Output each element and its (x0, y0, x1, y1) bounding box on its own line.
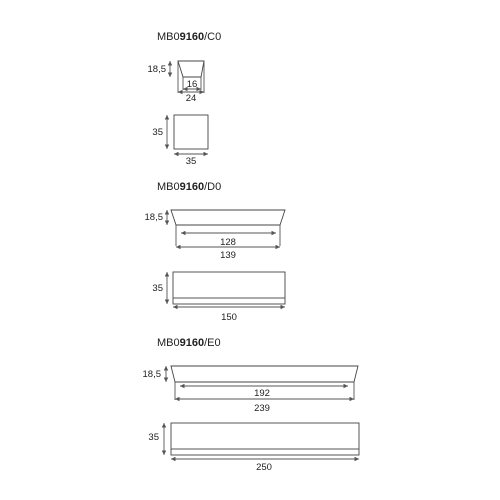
depth-dimension-e0: 35 (148, 432, 159, 443)
handle-top-view-c0 (174, 115, 208, 149)
height-dimension-d0: 18,5 (144, 212, 163, 223)
length-dimension-d0: 150 (221, 312, 237, 323)
side-view-e0 (143, 366, 359, 414)
height-dimension-e0: 18,5 (142, 369, 161, 380)
outer-width-dimension-e0: 239 (254, 403, 270, 414)
side-view-c0 (148, 61, 205, 104)
handle-top-view-e0 (171, 423, 359, 455)
handle-side-profile-d0 (171, 210, 285, 225)
product-e0 (143, 337, 360, 473)
product-c0 (148, 31, 222, 167)
handle-side-profile-c0 (178, 61, 204, 77)
product-code-c0: MB09160/C0 (157, 31, 222, 43)
depth-dimension-c0: 35 (152, 127, 163, 138)
top-view-d0 (152, 272, 285, 323)
length-dimension-c0: 35 (185, 156, 197, 167)
handle-side-profile-e0 (171, 366, 358, 382)
inner-width-dimension-c0: 16 (186, 79, 198, 90)
product-code-d0: MB09160/D0 (157, 181, 222, 193)
depth-dimension-d0: 35 (152, 283, 163, 294)
length-dimension-e0: 250 (256, 462, 272, 473)
product-d0 (145, 181, 286, 323)
side-view-d0 (145, 210, 286, 261)
top-view-e0 (148, 423, 359, 473)
top-view-c0 (152, 115, 208, 167)
handle-top-view-d0 (173, 272, 285, 304)
product-code-e0: MB09160/E0 (157, 337, 221, 349)
inner-width-dimension-e0: 192 (254, 388, 270, 399)
height-dimension-c0: 18,5 (147, 64, 166, 75)
inner-width-dimension-d0: 128 (220, 237, 236, 248)
outer-width-dimension-d0: 139 (220, 250, 236, 261)
outer-width-dimension-c0: 24 (185, 93, 197, 104)
